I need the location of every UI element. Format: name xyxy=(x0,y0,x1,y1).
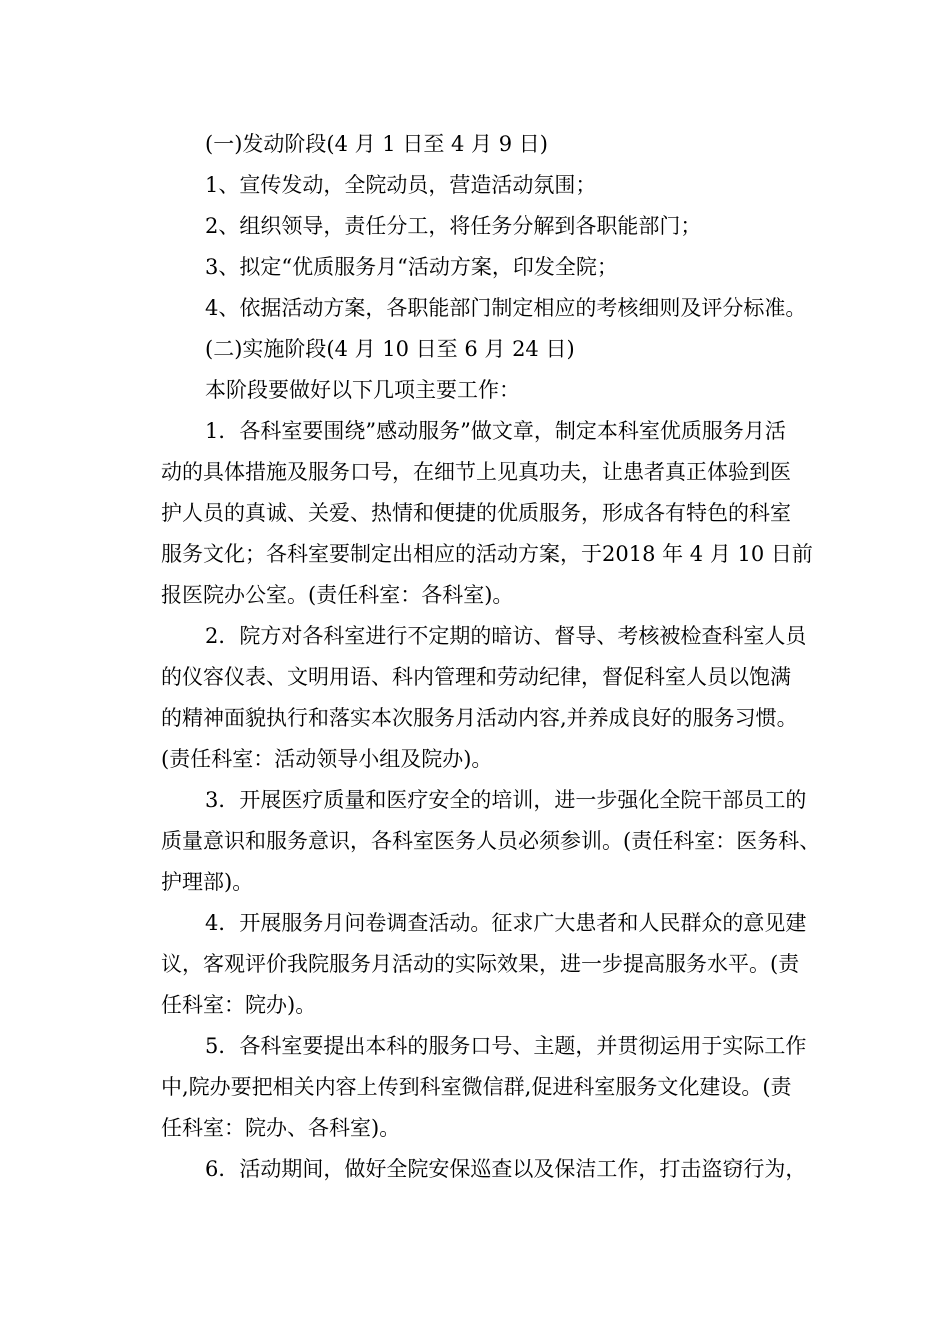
text-line: 6．活动期间，做好全院安保巡查以及保洁工作，打击盗窃行为， xyxy=(205,1157,807,1181)
phase-2-heading xyxy=(117,329,837,370)
text-line: 5．各科室要提出本科的服务口号、主题，并贯彻运用于实际工作 xyxy=(205,1034,807,1058)
text-line: 4．开展服务月问卷调查活动。征求广大患者和人民群众的意见建 xyxy=(205,911,807,935)
text-line: 本阶段要做好以下几项主要工作： xyxy=(205,378,520,402)
text-line: 服务文化；各科室要制定出相应的活动方案，于2018 年 4 月 10 日前 xyxy=(161,542,813,566)
text-line: 报医院办公室。(责任科室：各科室)。 xyxy=(161,583,514,607)
text-line: 2、组织领导，责任分工，将任务分解到各职能部门； xyxy=(205,214,702,238)
text-line: (一)发动阶段(4 月 1 日至 4 月 9 日) xyxy=(205,132,548,156)
text-line: 议，客观评价我院服务月活动的实际效果，进一步提高服务水平。(责 xyxy=(161,952,800,976)
phase-1-heading xyxy=(117,124,837,165)
text-line: 护理部)。 xyxy=(161,870,254,894)
phase-1-item-1 xyxy=(117,165,837,206)
text-line: (责任科室：活动领导小组及院办)。 xyxy=(161,747,493,771)
text-line: 的仪容仪表、文明用语、科内管理和劳动纪律，督促科室人员以饱满 xyxy=(161,665,791,689)
document-page xyxy=(117,124,837,1190)
phase-1-item-2 xyxy=(117,206,837,247)
text-line: 4、依据活动方案，各职能部门制定相应的考核细则及评分标准。 xyxy=(205,296,807,320)
phase-2-item-3 xyxy=(117,780,837,903)
text-line: 质量意识和服务意识，各科室医务人员必须参训。(责任科室：医务科、 xyxy=(161,829,821,853)
text-line: 中,院办要把相关内容上传到科室微信群,促进科室服务文化建设。(责 xyxy=(161,1075,792,1099)
phase-2-item-2 xyxy=(117,616,837,780)
text-line: 1．各科室要围绕”感动服务”做文章，制定本科室优质服务月活 xyxy=(205,419,786,443)
text-line: 3、拟定“优质服务月“活动方案，印发全院； xyxy=(205,255,618,279)
text-line: 2．院方对各科室进行不定期的暗访、督导、考核被检查科室人员 xyxy=(205,624,807,648)
text-line: 动的具体措施及服务口号，在细节上见真功夫，让患者真正体验到医 xyxy=(161,460,791,484)
phase-1-item-4 xyxy=(117,288,837,329)
text-line: 1、宣传发动，全院动员，营造活动氛围； xyxy=(205,173,597,197)
phase-2-item-5 xyxy=(117,1026,837,1149)
phase-2-intro xyxy=(117,370,837,411)
text-line: 的精神面貌执行和落实本次服务月活动内容,并养成良好的服务习惯。 xyxy=(161,706,798,730)
text-line: 任科室：院办、各科室)。 xyxy=(161,1116,401,1140)
text-line: 任科室：院办)。 xyxy=(161,993,317,1017)
phase-2-item-6 xyxy=(117,1149,837,1190)
phase-2-item-1 xyxy=(117,411,837,616)
text-line: 护人员的真诚、关爱、热情和便捷的优质服务，形成各有特色的科室 xyxy=(161,501,791,525)
text-line: 3．开展医疗质量和医疗安全的培训，进一步强化全院干部员工的 xyxy=(205,788,807,812)
phase-1-item-3 xyxy=(117,247,837,288)
text-line: (二)实施阶段(4 月 10 日至 6 月 24 日) xyxy=(205,337,575,361)
phase-2-item-4 xyxy=(117,903,837,1026)
